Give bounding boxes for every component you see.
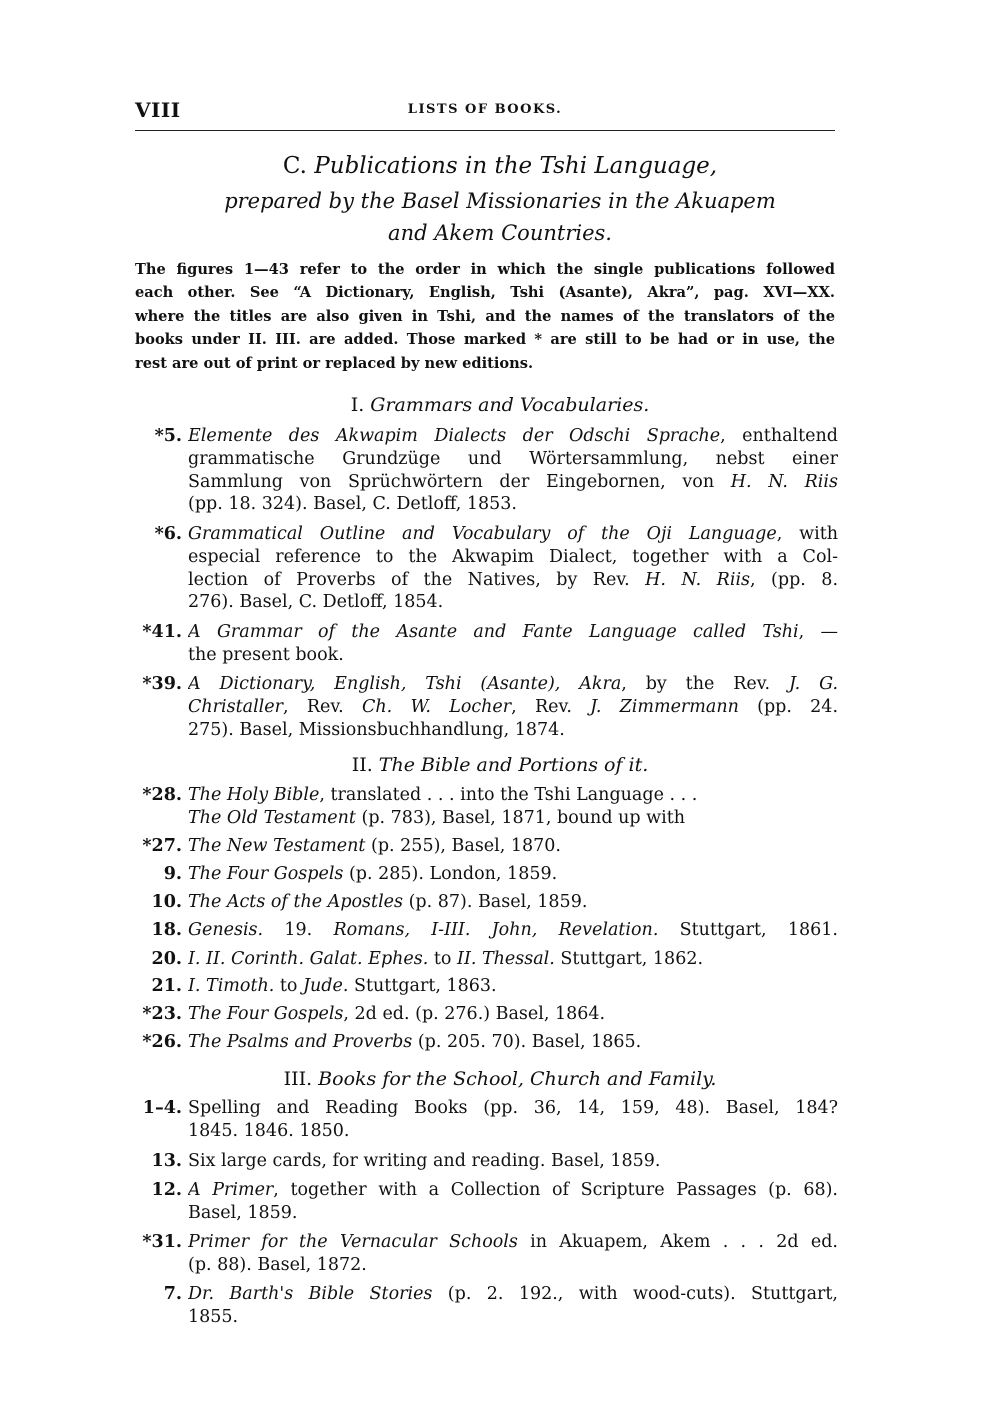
entry-text xyxy=(188,425,838,516)
entry-line: the present book. xyxy=(188,644,344,665)
entry-text xyxy=(188,1003,838,1026)
book-entry xyxy=(120,1179,838,1225)
entry-line: Primer for the Vernacular Schools in Akuapem, Akem . . . 2d ed. xyxy=(188,1232,838,1252)
section-roman: III. xyxy=(283,1068,313,1090)
heading-title: Publications in the Tshi Language, xyxy=(314,153,718,179)
entry-line: Spelling and Reading Books (pp. 36, 14, 159, 48). Basel, 184? xyxy=(188,1098,838,1118)
book-entry xyxy=(120,621,838,667)
section-roman: I. xyxy=(350,394,365,416)
entry-title: I. Timoth. xyxy=(188,976,275,996)
entry-line: I. II. Corinth. Galat. Ephes. to II. Thessal. Stuttgart, 1862. xyxy=(188,949,704,969)
entry-line: A Primer, together with a Collection of Scripture Passages (p. 68). xyxy=(188,1180,838,1200)
entry-number: *5. xyxy=(154,426,182,446)
entry-line: Basel, 1859. xyxy=(188,1202,298,1223)
entry-line: 1855. xyxy=(188,1306,239,1327)
entry-title: H. N. Riis xyxy=(645,569,751,590)
running-title: LISTS OF BOOKS. xyxy=(407,102,563,117)
book-entry xyxy=(120,919,838,942)
entry-title: J. Zimmermann xyxy=(590,696,739,717)
entry-title: A Grammar of the Asante and Fante Language called Tshi xyxy=(188,622,799,642)
entry-title: The Acts of the Apostles xyxy=(188,892,403,912)
entry-text xyxy=(188,1283,838,1329)
entry-text xyxy=(188,948,838,971)
entry-text xyxy=(188,523,838,614)
entry-number: *23. xyxy=(142,1004,182,1024)
entry-title: The Holy Bible xyxy=(188,785,320,805)
entry-number: 21. xyxy=(151,976,182,996)
entry-title: Genesis. xyxy=(188,920,264,940)
entry-line: A Dictionary, English, Tshi (Asante), Akra, by the Rev. J. G. xyxy=(188,674,838,694)
entry-title: The Four Gospels xyxy=(188,864,344,884)
entry-title: The Four Gospels xyxy=(188,1004,344,1024)
entry-title: I. II. Corinth. Galat. Ephes. xyxy=(188,949,429,969)
entry-line: lection of Proverbs of the Natives, by Rev. H. N. Riis, (pp. 8. xyxy=(188,569,838,590)
entry-line: Sammlung von Sprüchwörtern der Eingebornen, von H. N. Riis xyxy=(188,471,838,492)
heading-letter: C. xyxy=(282,153,307,179)
running-header xyxy=(135,98,835,131)
entry-text xyxy=(188,673,838,741)
entry-text xyxy=(188,891,838,914)
section-title: The Bible and Portions of it. xyxy=(378,754,649,776)
entry-title: J. G. xyxy=(789,674,838,694)
entry-line: I. Timoth. to Jude. Stuttgart, 1863. xyxy=(188,976,497,996)
entry-number: 10. xyxy=(151,892,182,912)
entry-line: The New Testament (p. 255), Basel, 1870. xyxy=(188,836,561,856)
entry-line: Six large cards, for writing and reading. Basel, 1859. xyxy=(188,1151,661,1171)
entry-line: The Acts of the Apostles (p. 87). Basel, 1859. xyxy=(188,892,588,912)
book-entry xyxy=(120,673,838,741)
section-title: Books for the School, Church and Family. xyxy=(318,1068,717,1090)
entry-text xyxy=(188,1231,838,1277)
entry-line: (p. 88). Basel, 1872. xyxy=(188,1254,367,1275)
entry-title: Elemente des Akwapim Dialects der Odschi Sprache xyxy=(188,426,721,446)
entry-title: A Dictionary, English, Tshi (Asante), Akra xyxy=(188,674,622,694)
entry-text xyxy=(188,1031,838,1054)
entry-number: *31. xyxy=(142,1232,182,1252)
entry-title: Christaller xyxy=(188,696,283,717)
book-entry xyxy=(120,863,838,886)
intro-line: rest are out of print or replaced by new editions. xyxy=(135,354,534,372)
entry-title: A Primer xyxy=(188,1180,274,1200)
book-entry xyxy=(120,891,838,914)
book-entry xyxy=(120,784,838,830)
entry-text xyxy=(188,975,838,998)
entry-title: Ch. W. Locher xyxy=(361,696,512,717)
entry-line: 275). Basel, Missionsbuchhandlung, 1874. xyxy=(188,719,565,740)
section-heading-bible xyxy=(120,754,880,776)
entry-number: *28. xyxy=(142,785,182,805)
entry-line: Genesis. 19. Romans, I-III. John, Revelation. Stuttgart, 1861. xyxy=(188,920,838,940)
page-number: VIII xyxy=(135,98,181,122)
book-entry xyxy=(120,523,838,614)
entry-number: *39. xyxy=(142,674,182,694)
entry-number: 20. xyxy=(151,949,182,969)
entry-number: 7. xyxy=(163,1284,182,1304)
entry-text xyxy=(188,919,838,942)
intro-line: where the titles are also given in Tshi, and the names of the translators of the xyxy=(135,307,835,325)
entry-line: The Psalms and Proverbs (p. 205. 70). Basel, 1865. xyxy=(188,1032,642,1052)
entry-line: 1845. 1846. 1850. xyxy=(188,1120,350,1141)
intro-line: each other. See “A Dictionary, English, Tshi (Asante), Akra”, pag. XVI—XX. xyxy=(135,284,835,302)
entry-title: The New Testament xyxy=(188,836,366,856)
book-entry xyxy=(120,425,838,516)
section-heading-grammars xyxy=(120,394,880,416)
section-title: Grammars and Vocabularies. xyxy=(370,394,650,416)
entry-line: (pp. 18. 324). Basel, C. Detloff, 1853. xyxy=(188,494,517,515)
entry-line: The Old Testament (p. 783), Basel, 1871, bound up with xyxy=(188,807,686,828)
entry-number: 13. xyxy=(151,1151,182,1171)
book-entry xyxy=(120,1097,838,1143)
entry-line: The Holy Bible, translated . . . into the Tshi Language . . . xyxy=(188,785,698,805)
entry-title: The Psalms and Proverbs xyxy=(188,1032,413,1052)
book-entry xyxy=(120,1003,838,1026)
entry-number: 9. xyxy=(163,864,182,884)
entry-text xyxy=(188,784,838,830)
entry-title: Dr. Barth's Bible Stories xyxy=(188,1284,433,1304)
intro-line: books under II. III. are added. Those marked * are still to be had or in use, the xyxy=(135,331,835,349)
book-entry xyxy=(120,835,838,858)
intro-line: The figures 1—43 refer to the order in which the single publications followed xyxy=(135,261,835,278)
book-entry xyxy=(120,1283,838,1329)
entry-text xyxy=(188,621,838,667)
entry-text xyxy=(188,1179,838,1225)
section-heading-school xyxy=(120,1068,880,1090)
entry-number: *27. xyxy=(142,836,182,856)
entry-text xyxy=(188,1150,838,1173)
entry-text xyxy=(188,1097,838,1143)
intro-paragraph xyxy=(135,258,835,375)
entry-line: Christaller, Rev. Ch. W. Locher, Rev. J. Zimmermann (pp. 24. xyxy=(188,696,838,717)
entry-title: H. N. Riis xyxy=(730,471,838,492)
heading-line-1 xyxy=(120,153,880,179)
entry-title: Primer for the Vernacular Schools xyxy=(188,1232,518,1252)
section-roman: II. xyxy=(351,754,373,776)
entry-title: Grammatical Outline and Vocabulary of the Oji Language xyxy=(188,524,777,544)
book-entry xyxy=(120,1150,838,1173)
entry-title: Jude. xyxy=(303,976,349,996)
entry-text xyxy=(188,863,838,886)
entry-line: Grammatical Outline and Vocabulary of the Oji Language, with xyxy=(188,524,838,544)
entry-line: 276). Basel, C. Detloff, 1854. xyxy=(188,592,444,613)
book-entry xyxy=(120,1031,838,1054)
entry-line: Elemente des Akwapim Dialects der Odschi Sprache, enthaltend xyxy=(188,426,838,446)
entry-title: The Old Testament xyxy=(188,807,356,828)
entry-title: II. Thessal. xyxy=(457,949,555,969)
book-entry xyxy=(120,975,838,998)
entry-line: The Four Gospels (p. 285). London, 1859. xyxy=(188,864,558,884)
heading-line-2: prepared by the Basel Missionaries in the Akuapem xyxy=(224,189,776,213)
entry-text xyxy=(188,835,838,858)
entry-number: 1–4. xyxy=(142,1098,182,1118)
entry-line: The Four Gospels, 2d ed. (p. 276.) Basel, 1864. xyxy=(188,1004,606,1024)
entry-line: grammatische Grundzüge und Wörtersammlung, nebst einer xyxy=(188,448,838,469)
entry-line: Dr. Barth's Bible Stories (p. 2. 192., with wood-cuts). Stuttgart, xyxy=(188,1284,838,1304)
entry-number: *26. xyxy=(142,1032,182,1052)
entry-number: 12. xyxy=(151,1180,182,1200)
entry-title: Romans, I-III. John, Revelation. xyxy=(333,920,659,940)
entry-number: *41. xyxy=(142,622,182,642)
entry-number: 18. xyxy=(151,920,182,940)
book-entry xyxy=(120,948,838,971)
book-entry xyxy=(120,1231,838,1277)
entry-number: *6. xyxy=(154,524,182,544)
entry-line: A Grammar of the Asante and Fante Language called Tshi, — xyxy=(188,622,838,642)
entry-line: especial reference to the Akwapim Dialect, together with a Col- xyxy=(188,546,838,567)
heading-line-3: and Akem Countries. xyxy=(388,221,612,245)
